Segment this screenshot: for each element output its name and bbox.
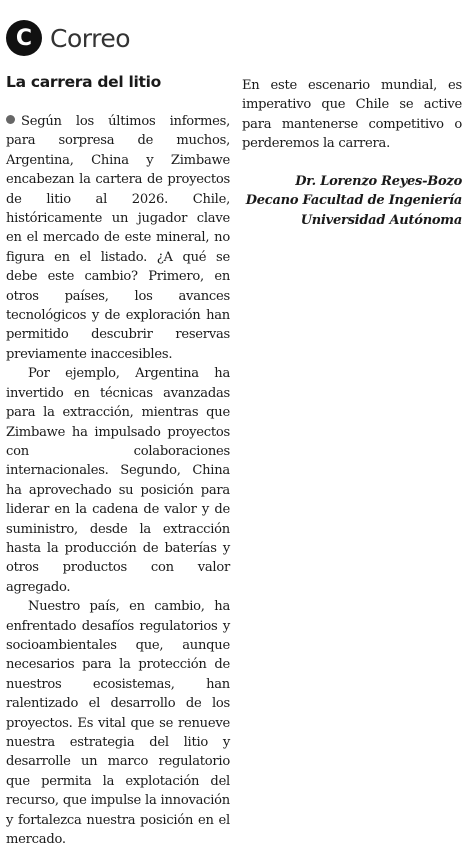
signature xyxy=(242,172,462,231)
section-badge: C xyxy=(6,20,42,56)
article-column-right xyxy=(242,76,462,230)
page-header xyxy=(6,18,130,58)
paragraph-4: En este escenario mundial, es imperativo que Chile se active para mantenerse competitivo o perderemos la carrera. xyxy=(242,78,462,152)
paragraph-1-text: Según los últimos informes, para sorpresa de muchos, Argentina, China y Zimbawe encabezan la cartera de proyectos de litio al 2026. Chile, históricamente un jugador clave en el mercado de este mineral, no figura en el listado. ¿A qué se debe este cambio? Primero, en otros países, los avances tecnológicos y de exploración han permitido descubrir reservas previamente inaccesibles. xyxy=(6,114,230,362)
section-title: Correo xyxy=(50,23,130,53)
article-column-left xyxy=(6,72,230,849)
paragraph-3: Nuestro país, en cambio, ha enfrentado desafíos regulatorios y socioambientales que, aunque necesarios para la protección de nuestros ecosistemas, han ralentizado el desarrollo de los proyectos. Es vital que se renueve nuestra estrategia del litio y desarrolle un marco regulatorio que permita la explotación del recurso, que impulse la innovación y fortalezca nuestra posición en el mercado. xyxy=(6,599,230,848)
paragraph-2: Por ejemplo, Argentina ha invertido en técnicas avanzadas para la extracción, mientras que Zimbawe ha impulsado proyectos con colaboraciones internacionales. Segundo, China ha aprovechado su posición para liderar en la cadena de valor y de suministro, desde la extracción hasta la producción de baterías y otros productos con valor agregado. xyxy=(6,366,230,595)
paragraph-1 xyxy=(6,112,230,364)
bullet-icon xyxy=(6,115,15,124)
signature-role: Decano Facultad de Ingeniería xyxy=(245,193,462,209)
article-title: La carrera del litio xyxy=(6,73,161,91)
signature-name: Dr. Lorenzo Reyes-Bozo xyxy=(295,173,462,189)
signature-institution: Universidad Autónoma xyxy=(300,212,462,228)
